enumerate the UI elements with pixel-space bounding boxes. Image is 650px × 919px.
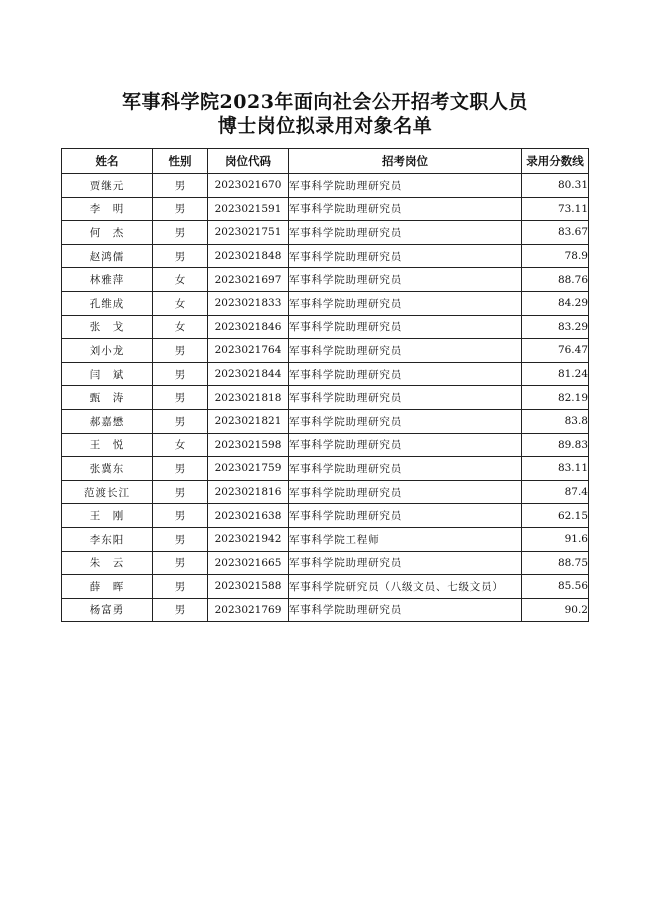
cell-gender: 男 [153, 386, 208, 410]
cell-gender: 女 [153, 315, 208, 339]
cell-score: 91.6 [522, 527, 589, 551]
cell-position: 军事科学院助理研究员 [289, 174, 522, 198]
cell-gender: 男 [153, 575, 208, 599]
cell-code: 2023021844 [208, 362, 289, 386]
cell-name: 范渡长江 [62, 480, 153, 504]
cell-code: 2023021591 [208, 197, 289, 221]
cell-position: 军事科学院助理研究员 [289, 291, 522, 315]
cell-name: 朱 云 [62, 551, 153, 575]
document-subtitle: 博士岗位拟录用对象名单 [217, 115, 433, 137]
header-name: 姓名 [62, 149, 153, 174]
cell-score: 83.29 [522, 315, 589, 339]
cell-gender: 男 [153, 409, 208, 433]
cell-position: 军事科学院助理研究员 [289, 197, 522, 221]
cell-gender: 男 [153, 551, 208, 575]
table-row [62, 339, 589, 363]
document-title: 军事科学院2023年面向社会公开招考文职人员 [122, 91, 528, 113]
cell-position: 军事科学院研究员（八级文员、七级文员） [289, 575, 522, 599]
cell-name: 闫 斌 [62, 362, 153, 386]
cell-gender: 男 [153, 527, 208, 551]
cell-position: 军事科学院助理研究员 [289, 244, 522, 268]
cell-score: 84.29 [522, 291, 589, 315]
cell-gender: 男 [153, 362, 208, 386]
cell-code: 2023021665 [208, 551, 289, 575]
cell-name: 何 杰 [62, 221, 153, 245]
cell-score: 80.31 [522, 174, 589, 198]
table-row [62, 527, 589, 551]
cell-code: 2023021697 [208, 268, 289, 292]
table-row [62, 315, 589, 339]
table-row [62, 268, 589, 292]
cell-name: 林雅萍 [62, 268, 153, 292]
cell-code: 2023021833 [208, 291, 289, 315]
cell-name: 赵鸿儒 [62, 244, 153, 268]
cell-code: 2023021759 [208, 457, 289, 481]
cell-position: 军事科学院助理研究员 [289, 362, 522, 386]
cell-code: 2023021818 [208, 386, 289, 410]
cell-gender: 男 [153, 457, 208, 481]
cell-gender: 男 [153, 504, 208, 528]
cell-score: 87.4 [522, 480, 589, 504]
table-row [62, 386, 589, 410]
cell-position: 军事科学院助理研究员 [289, 504, 522, 528]
cell-score: 73.11 [522, 197, 589, 221]
cell-name: 郝嘉懋 [62, 409, 153, 433]
cell-name: 甄 涛 [62, 386, 153, 410]
header-code: 岗位代码 [208, 149, 289, 174]
cell-name: 杨富勇 [62, 598, 153, 622]
cell-gender: 女 [153, 268, 208, 292]
cell-score: 88.75 [522, 551, 589, 575]
cell-position: 军事科学院助理研究员 [289, 221, 522, 245]
cell-position: 军事科学院助理研究员 [289, 598, 522, 622]
cell-gender: 男 [153, 197, 208, 221]
cell-position: 军事科学院助理研究员 [289, 551, 522, 575]
cell-gender: 男 [153, 174, 208, 198]
table-row [62, 174, 589, 198]
cell-name: 王 刚 [62, 504, 153, 528]
cell-score: 83.67 [522, 221, 589, 245]
cell-position: 军事科学院助理研究员 [289, 480, 522, 504]
table-row [62, 504, 589, 528]
table-row [62, 409, 589, 433]
cell-name: 张冀东 [62, 457, 153, 481]
table-row [62, 457, 589, 481]
cell-code: 2023021764 [208, 339, 289, 363]
cell-code: 2023021670 [208, 174, 289, 198]
cell-gender: 男 [153, 244, 208, 268]
table-row [62, 551, 589, 575]
cell-position: 军事科学院助理研究员 [289, 457, 522, 481]
cell-score: 89.83 [522, 433, 589, 457]
candidate-table [61, 148, 589, 622]
cell-score: 81.24 [522, 362, 589, 386]
cell-position: 军事科学院助理研究员 [289, 339, 522, 363]
cell-position: 军事科学院工程师 [289, 527, 522, 551]
cell-name: 李 明 [62, 197, 153, 221]
cell-gender: 男 [153, 339, 208, 363]
cell-code: 2023021598 [208, 433, 289, 457]
header-row [62, 149, 589, 174]
cell-position: 军事科学院助理研究员 [289, 433, 522, 457]
cell-gender: 女 [153, 433, 208, 457]
cell-code: 2023021751 [208, 221, 289, 245]
table-row [62, 433, 589, 457]
cell-score: 76.47 [522, 339, 589, 363]
cell-code: 2023021848 [208, 244, 289, 268]
table-body [62, 174, 589, 622]
cell-score: 90.2 [522, 598, 589, 622]
table-row [62, 197, 589, 221]
cell-name: 孔维成 [62, 291, 153, 315]
cell-position: 军事科学院助理研究员 [289, 409, 522, 433]
cell-gender: 男 [153, 221, 208, 245]
table-row [62, 362, 589, 386]
cell-score: 85.56 [522, 575, 589, 599]
cell-position: 军事科学院助理研究员 [289, 315, 522, 339]
cell-score: 88.76 [522, 268, 589, 292]
cell-gender: 女 [153, 291, 208, 315]
header-gender: 性别 [153, 149, 208, 174]
header-score: 录用分数线 [522, 149, 589, 174]
table-row [62, 480, 589, 504]
cell-name: 刘小龙 [62, 339, 153, 363]
cell-position: 军事科学院助理研究员 [289, 268, 522, 292]
header-position: 招考岗位 [289, 149, 522, 174]
cell-gender: 男 [153, 480, 208, 504]
table-row [62, 575, 589, 599]
cell-gender: 男 [153, 598, 208, 622]
cell-name: 贾继元 [62, 174, 153, 198]
cell-score: 83.8 [522, 409, 589, 433]
cell-code: 2023021769 [208, 598, 289, 622]
cell-name: 张 戈 [62, 315, 153, 339]
cell-name: 王 悦 [62, 433, 153, 457]
cell-code: 2023021846 [208, 315, 289, 339]
table-header [62, 149, 589, 174]
table-row [62, 244, 589, 268]
cell-code: 2023021816 [208, 480, 289, 504]
table-row [62, 598, 589, 622]
cell-score: 62.15 [522, 504, 589, 528]
cell-name: 李东阳 [62, 527, 153, 551]
table-row [62, 221, 589, 245]
cell-code: 2023021821 [208, 409, 289, 433]
cell-name: 薛 晖 [62, 575, 153, 599]
cell-code: 2023021638 [208, 504, 289, 528]
table-row [62, 291, 589, 315]
cell-score: 83.11 [522, 457, 589, 481]
cell-score: 78.9 [522, 244, 589, 268]
cell-score: 82.19 [522, 386, 589, 410]
cell-position: 军事科学院助理研究员 [289, 386, 522, 410]
cell-code: 2023021588 [208, 575, 289, 599]
cell-code: 2023021942 [208, 527, 289, 551]
